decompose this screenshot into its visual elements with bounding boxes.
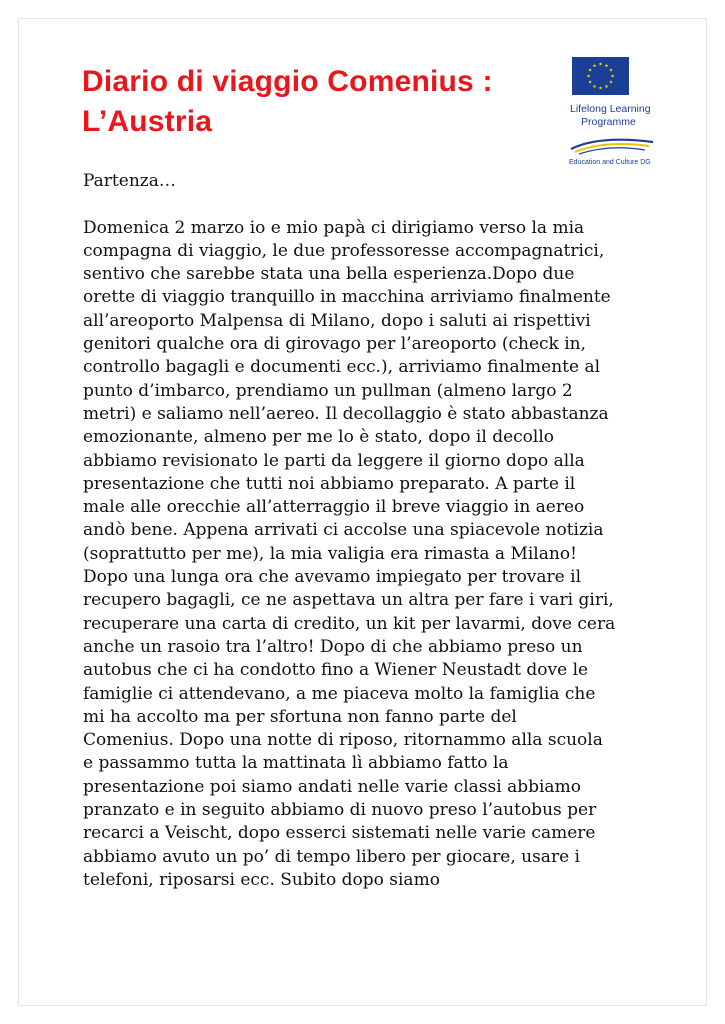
title-line-1: Diario di viaggio Comenius : [82, 65, 493, 98]
body-line: abbiamo avuto un po’ di tempo libero per giocare, usare i [83, 846, 580, 867]
body-line: andò bene. Appena arrivati ci accolse una spiacevole notizia [83, 520, 604, 541]
body-line: (soprattutto per me), la mia valigia era rimasta a Milano! [83, 543, 577, 564]
body-line: e passammo tutta la mattinata lì abbiamo fatto la [83, 753, 509, 774]
body-line: recuperare una carta di credito, un kit per lavarmi, dove cera [83, 613, 616, 634]
swoosh-icon [569, 133, 655, 155]
title-line-2: L’Austria [82, 105, 213, 138]
body-line: presentazione poi siamo andati nelle varie classi abbiamo [83, 776, 581, 797]
body-line: Dopo una lunga ora che avevamo impiegato per trovare il [83, 567, 582, 588]
body-line: sentivo che sarebbe stata una bella esperienza.Dopo due [83, 264, 575, 285]
body-line: telefoni, riposarsi ecc. Subito dopo siamo [83, 869, 440, 890]
body-line: all’areoporto Malpensa di Milano, dopo i saluti ai rispettivi [83, 310, 591, 331]
body-line: Domenica 2 marzo io e mio papà ci dirigiamo verso la mia [83, 217, 585, 238]
body-paragraph [83, 217, 643, 893]
body-line: genitori qualche ora di girovago per l’areoporto (check in, [83, 334, 587, 355]
eu-flag-icon [572, 57, 629, 95]
document-title [82, 62, 493, 142]
body-line: emozionante, almeno per me lo è stato, dopo il decollo [83, 427, 555, 448]
body-line: metri) e saliamo nell’aereo. Il decollaggio è stato abbastanza [83, 403, 609, 424]
body-line: famiglie ci attendevano, a me piaceva molto la famiglia che [83, 683, 596, 704]
lifelong-learning-logo [565, 55, 690, 180]
body-line: recarci a Veischt, dopo esserci sistemati nelle varie camere [83, 823, 596, 844]
logo-text-line-1: Lifelong Learning [570, 103, 651, 115]
section-heading: Partenza… [83, 171, 176, 191]
body-line: anche un rasoio tra l’altro! Dopo di che abbiamo preso un [83, 636, 583, 657]
paragraph-gap [83, 193, 643, 216]
body-line: male alle orecchie all’atterraggio il breve viaggio in aereo [83, 497, 585, 518]
body-line: abbiamo revisionato le parti da leggere il giorno dopo alla [83, 450, 585, 471]
body-line: orette di viaggio tranquillo in macchina arriviamo finalmente [83, 287, 611, 308]
body-line: Comenius. Dopo una notte di riposo, ritornammo alla scuola [83, 730, 603, 751]
body-line: pranzato e in seguito abbiamo di nuovo preso l’autobus per [83, 800, 597, 821]
body-line: punto d’imbarco, prendiamo un pullman (almeno largo 2 [83, 380, 573, 401]
body-line: controllo bagagli e documenti ecc.), arriviamo finalmente al [83, 357, 601, 378]
body-line: compagna di viaggio, le due professoresse accompagnatrici, [83, 240, 605, 261]
diary-text [83, 170, 643, 892]
body-line: recupero bagagli, ce ne aspettava un altra per fare i vari giri, [83, 590, 614, 611]
logo-text-line-2: Programme [581, 116, 636, 128]
body-line: mi ha accolto ma per sfortuna non fanno parte del [83, 706, 517, 727]
logo-text-line-3: Education and Culture DG [569, 159, 651, 166]
body-line: presentazione che tutti noi abbiamo preparato. A parte il [83, 473, 576, 494]
body-line: autobus che ci ha condotto fino a Wiener Neustadt dove le [83, 660, 589, 681]
